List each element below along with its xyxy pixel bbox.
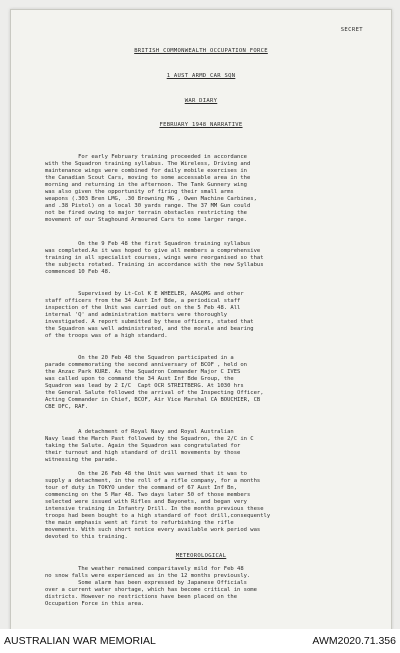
archive-credit: AUSTRALIAN WAR MEMORIAL bbox=[4, 635, 156, 647]
heading-narrative: FEBRUARY 1948 NARRATIVE bbox=[159, 122, 243, 128]
subheading-meteorological: METEOROLOGICAL bbox=[175, 553, 227, 559]
archive-reference: AWM2020.71.356 bbox=[312, 635, 396, 647]
heading-force: BRITISH COMMONWEALTH OCCUPATION FORCE bbox=[134, 48, 268, 54]
heading-unit: 1 AUST ARMD CAR SQN bbox=[166, 73, 236, 79]
paragraph-meteorological: The weather remained comparitavely mild for Feb 48 no snow falls were experienced as in the 12 months previously. Some alarm has been expressed by Japanese Officials over a current water shortage, which has become critical in some districts. However no restrictions have been placed on the Occupation Force in this area. bbox=[45, 566, 257, 607]
paragraph-inspection: Supervised by Lt-Col K E WHEELER, AA&QMG and other staff officers from the 34 Aust Inf Bde, a periodical staff inspection of the Unit was carried out on the 5 Feb 48. All internal 'Q' and administration matters were thoroughly investigated. A report submitted by these officers, stated that the Squadron was well administrated, and the morale and bearing of the troops was of a high standard. bbox=[45, 291, 254, 339]
paragraph-syllabus: On the 9 Feb 48 the first Squadron training syllabus was completed.As it was hoped to give all members a comprehensive training in all specialist courses, wings were reorganised so that the subjects rotated. Training in accordance with the new Syllabus commenced 10 Feb 48. bbox=[45, 241, 264, 275]
paragraph-training: For early February training proceeded in accordance with the Squadron training syllabus. The Wireless, Driving and maintenance wings were combined for daily mobile exercises in the Canadian Scout Cars, moving to some accessable area in the morning and returning in the afternoon. The Tank Gunnery wing was also given the opportunity of firing their small arms weapons (.303 Bren LMG, .30 Browning MG , Owen Machine Carbines, and .38 Pistol) on a local 30 yards range. The 37 MM Gun could not be fired owing to major terrain obstacles restricting the movement of our Staghound Armoured Cars to some larger range. bbox=[45, 154, 257, 223]
heading-diary: WAR DIARY bbox=[184, 98, 218, 104]
classification-mark: SECRET bbox=[340, 27, 363, 33]
paragraph-march-past: A detachment of Royal Navy and Royal Australian Navy lead the March Past followed by the Squadron, the 2/C in C taking the Salute. Again the Squadron was congratulated for their turnout and high standard of drill movements by those witnessing the parade. bbox=[45, 429, 254, 463]
paragraph-parade: On the 20 Feb 48 the Squadron participated in a parade commemorating the second anniversary of BCOF , held on the Anzac Park KURE. As the Squadron Commander Major C IVES was called upon to command the 34 Aust Inf Bde Group, the Squadron was lead by 2 I/C Capt OCR STREITBERG. At 1030 hrs the General Salute followed the arrival of the Inspecting Officer, Acting Commander in Chief, BCOF, Air Vice Marshal CA BOUCHIER, CB CBE DFC, RAF. bbox=[45, 355, 264, 410]
archive-footer bbox=[0, 629, 400, 653]
document-page bbox=[10, 9, 392, 631]
paragraph-detachment: On the 26 Feb 48 the Unit was warned that it was to supply a detachment, in the roll of a rifle company, for a months tour of duty in TOKYO under the command of 67 Aust Inf Bn, commencing on the 5 Mar 48. Two days later 50 of those members selected were issued with Rifles and Bayonets, and began very intensive training in Infantry Drill. In the months previous these troops had been bought to a high standard of foot drill,consequently the main emphasis went at first to refurbishing the rifle movements. With such short notice every available work period was devoted to this training. bbox=[45, 471, 271, 540]
